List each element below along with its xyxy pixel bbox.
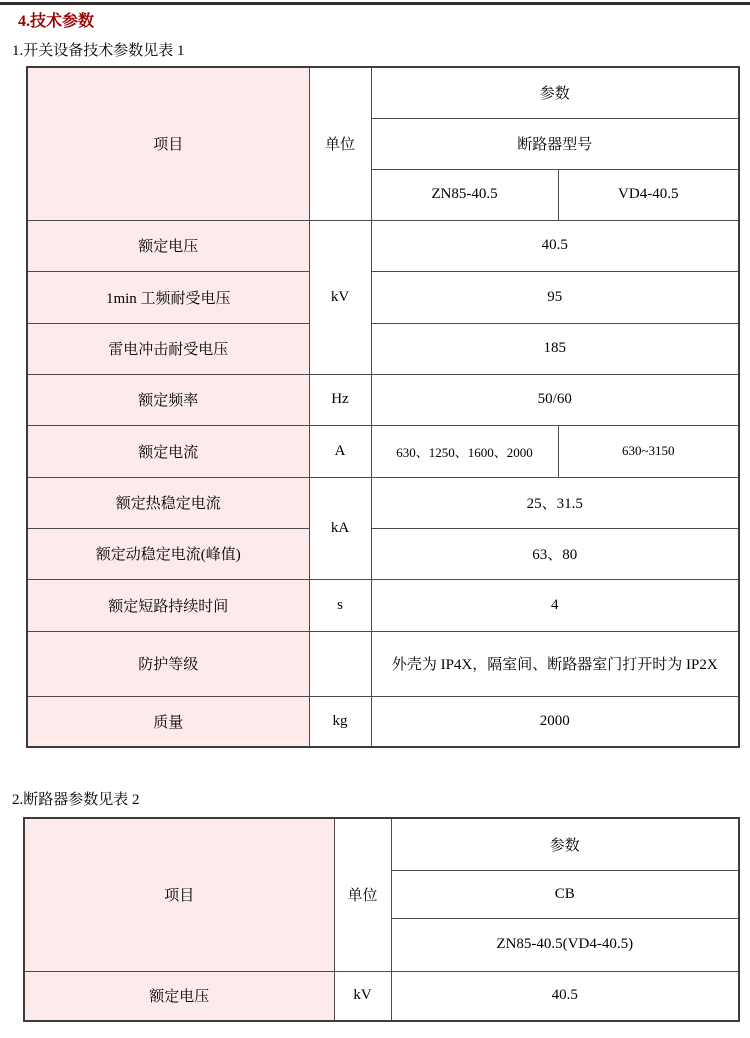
model1-header-cell: ZN85-40.5: [371, 169, 558, 220]
param-label-cell: 1min 工频耐受电压: [27, 271, 309, 323]
section2-title: 2.断路器参数见表 2: [12, 792, 140, 808]
cb-header-cell: CB: [391, 870, 739, 918]
unit-cell: A: [309, 425, 371, 477]
table-row: [27, 425, 739, 477]
unit-cell: s: [309, 579, 371, 631]
table-row: [27, 631, 739, 696]
value-cell: 4: [371, 579, 739, 631]
table-row: [27, 374, 739, 425]
breaker-params-table: [23, 817, 740, 1022]
value-cell: 外壳为 IP4X，隔室间、断路器室门打开时为 IP2X: [371, 631, 739, 696]
unit-header-cell: 单位: [334, 818, 391, 971]
param-label-cell: 额定电压: [27, 220, 309, 271]
value-cell: 50/60: [371, 374, 739, 425]
param-label-cell: 额定热稳定电流: [27, 477, 309, 528]
unit-cell: kg: [309, 696, 371, 747]
value-cell: 63、80: [371, 528, 739, 579]
value-cell: 95: [371, 271, 739, 323]
table-row: [27, 67, 739, 118]
model2-header-cell: VD4-40.5: [558, 169, 739, 220]
param-label-cell: 额定电压: [24, 971, 334, 1021]
table-row: [27, 220, 739, 271]
unit-cell: kA: [309, 477, 371, 579]
item-header-cell: 项目: [27, 67, 309, 220]
param-label-cell: 额定电流: [27, 425, 309, 477]
value-cell-model1: 630、1250、1600、2000: [371, 425, 558, 477]
param-label-cell: 额定动稳定电流(峰值): [27, 528, 309, 579]
value-cell-model2: 630~3150: [558, 425, 739, 477]
param-label-cell: 额定频率: [27, 374, 309, 425]
table-row: [27, 323, 739, 374]
value-cell: 25、31.5: [371, 477, 739, 528]
breaker-model-header-cell: 断路器型号: [371, 118, 739, 169]
unit-cell: kV: [309, 220, 371, 374]
param-label-cell: 质量: [27, 696, 309, 747]
unit-cell: kV: [334, 971, 391, 1021]
table-row: [27, 271, 739, 323]
param-label-cell: 额定短路持续时间: [27, 579, 309, 631]
table-row: [27, 477, 739, 528]
unit-header-cell: 单位: [309, 67, 371, 220]
value-cell: 40.5: [391, 971, 739, 1021]
unit-cell: Hz: [309, 374, 371, 425]
table-row: [27, 696, 739, 747]
table-row: [27, 579, 739, 631]
param-label-cell: 防护等级: [27, 631, 309, 696]
param-header-cell: 参数: [391, 818, 739, 870]
table-row: [27, 528, 739, 579]
value-cell: 40.5: [371, 220, 739, 271]
value-cell: 2000: [371, 696, 739, 747]
param-label-cell: 雷电冲击耐受电压: [27, 323, 309, 374]
model-header-cell: ZN85-40.5(VD4-40.5): [391, 918, 739, 971]
param-header-cell: 参数: [371, 67, 739, 118]
switchgear-params-table: [26, 66, 740, 748]
page-top-rule: [0, 2, 750, 5]
table-row: [24, 818, 739, 870]
value-cell: 185: [371, 323, 739, 374]
table-row: [24, 971, 739, 1021]
item-header-cell: 项目: [24, 818, 334, 971]
section1-title: 1.开关设备技术参数见表 1: [12, 43, 185, 59]
page-title: 4.技术参数: [18, 13, 95, 30]
unit-cell: [309, 631, 371, 696]
